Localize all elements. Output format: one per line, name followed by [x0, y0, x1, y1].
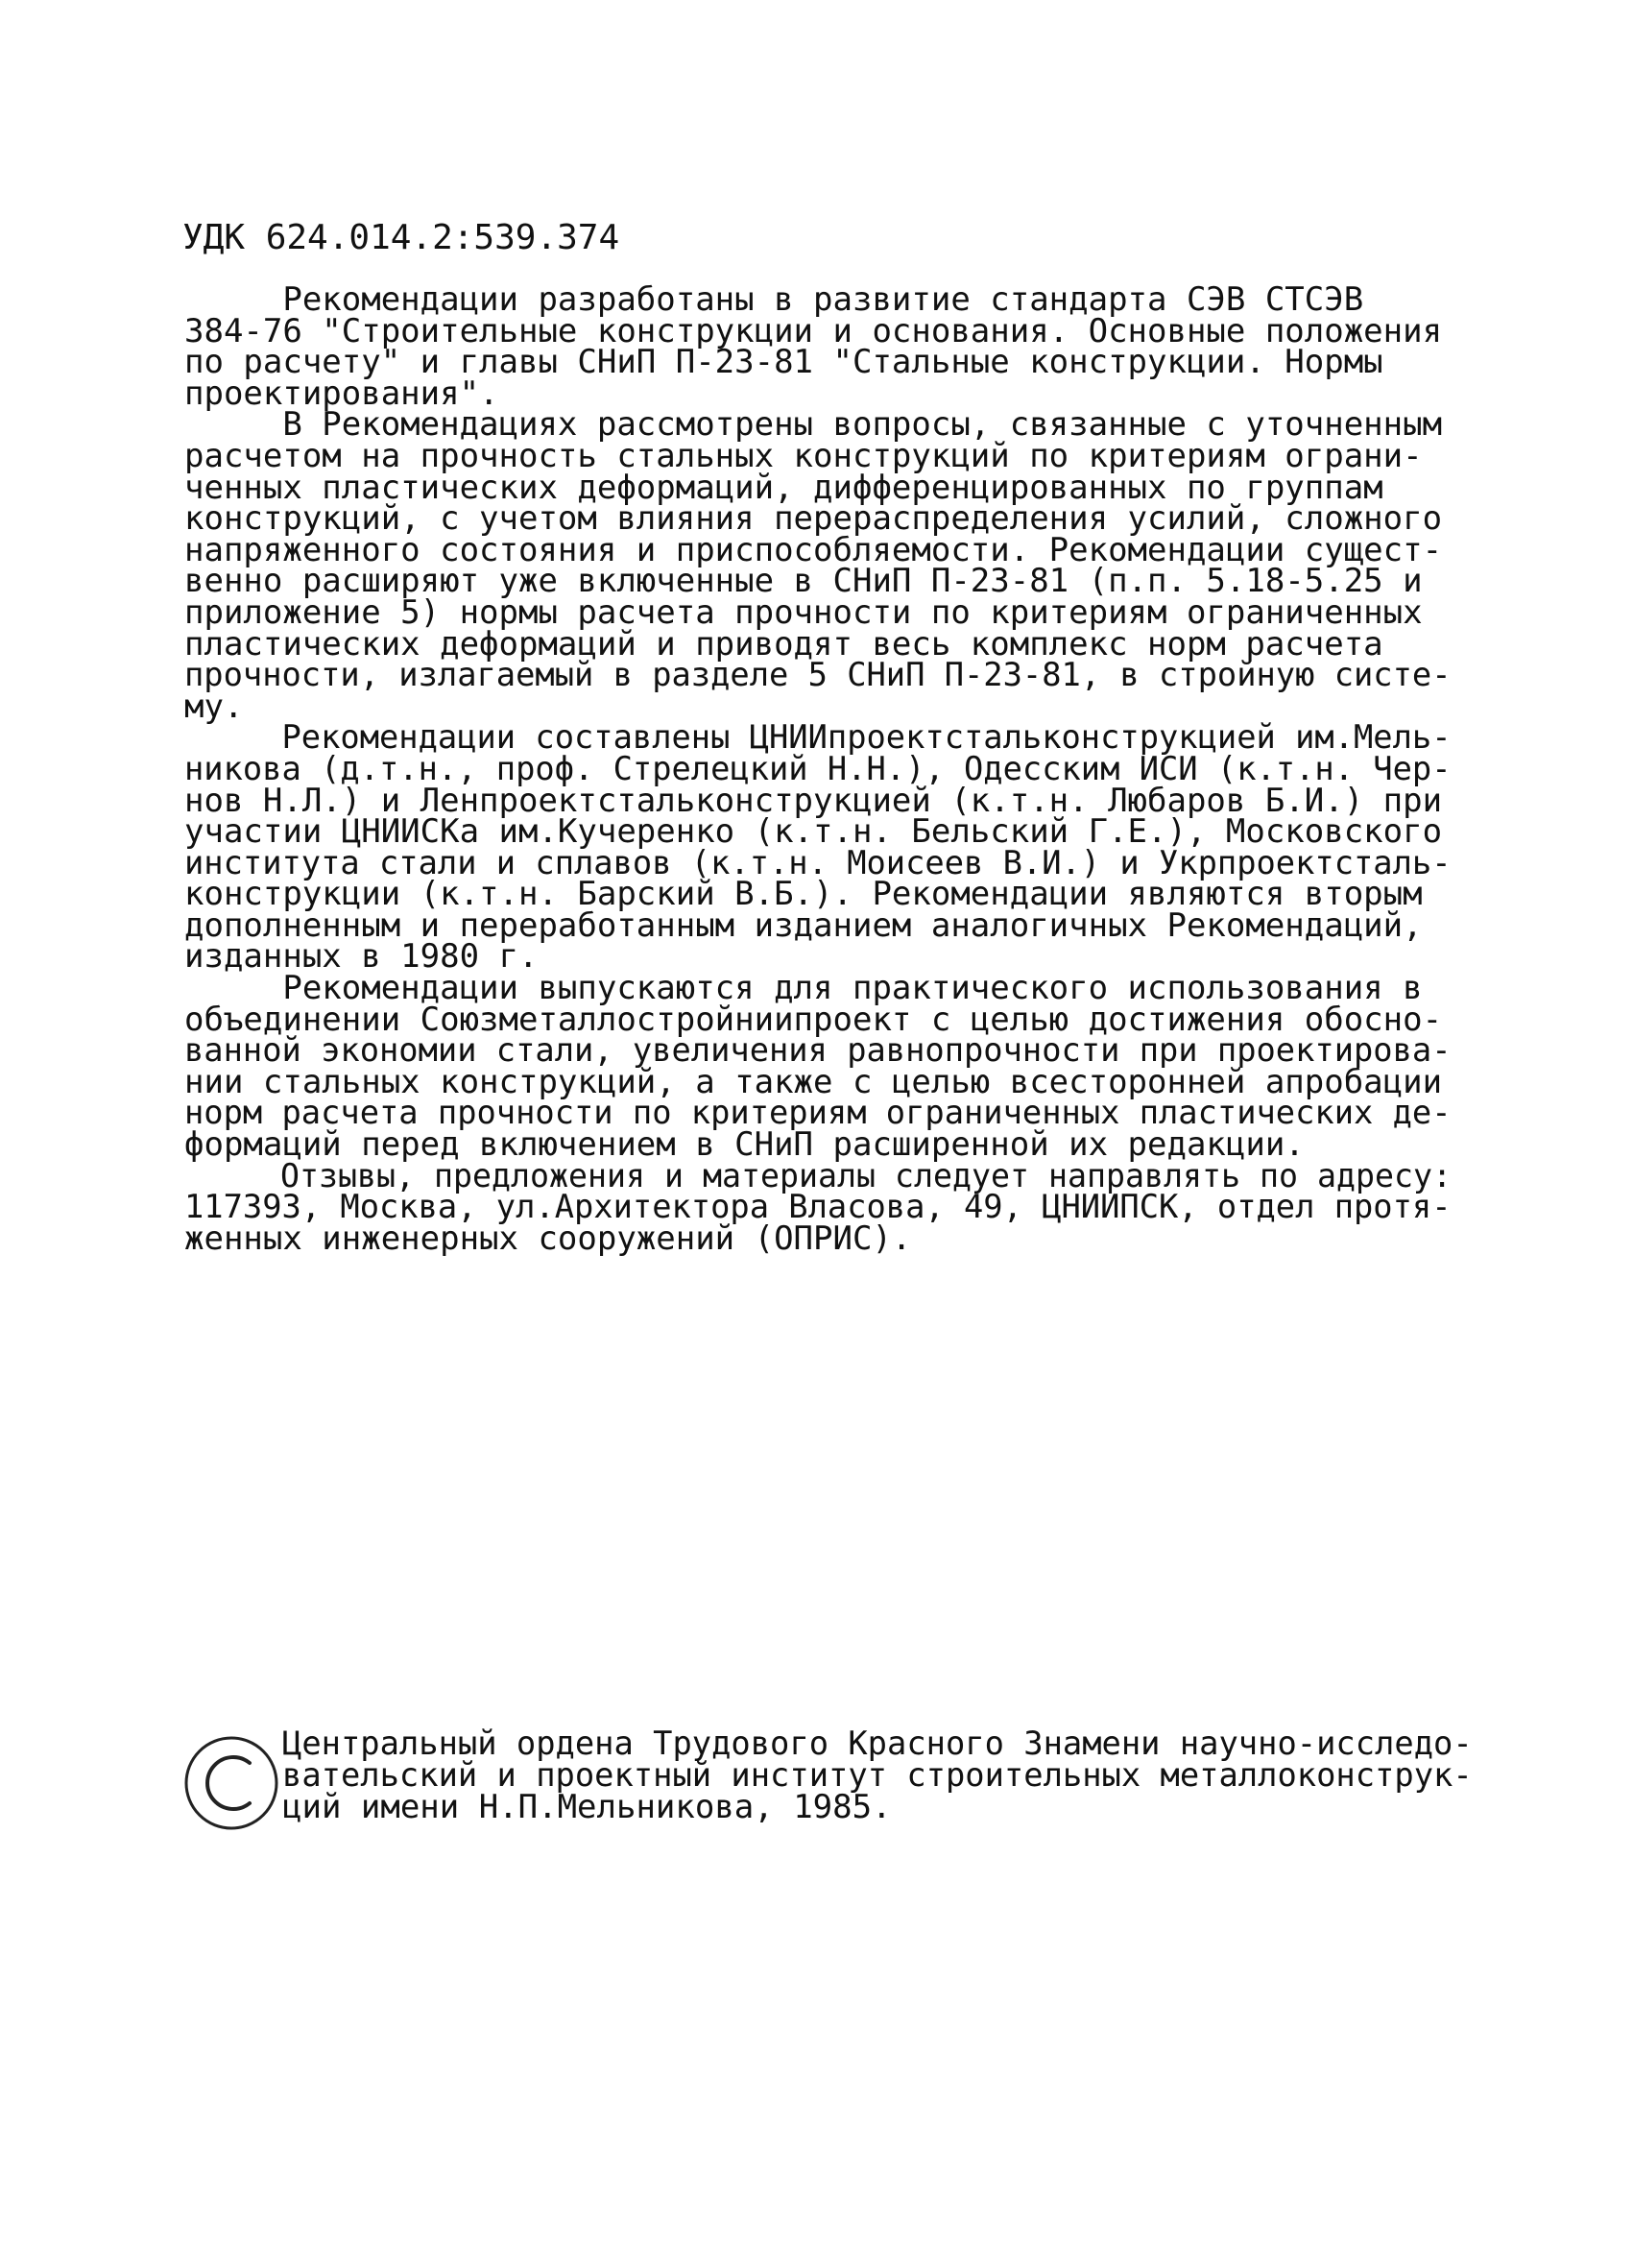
text-line: 117393, Москва, ул.Архитектора Власова, 49, ЦНИИПСК, отдел протя-: [184, 1188, 1452, 1227]
paragraph-scope: [184, 405, 1452, 726]
text-line: расчетом на прочность стальных конструкций по критериям ограни-: [184, 436, 1423, 475]
copyright-text: [282, 1725, 1473, 1826]
paragraph-standard-basis: [184, 280, 1452, 413]
text-line: никова (д.т.н., проф. Стрелецкий Н.Н.), Одесским ИСИ (к.т.н. Чер-: [184, 749, 1452, 788]
paragraph-purpose: [184, 969, 1452, 1165]
text-line: венно расширяют уже включенные в СНиП П-23-81 (п.п. 5.18-5.25 и: [184, 562, 1423, 601]
copyright-notice: [179, 1725, 1473, 1834]
text-line: ций имени Н.П.Мельникова, 1985.: [282, 1788, 892, 1826]
text-line: участии ЦНИИСКа им.Кучеренко (к.т.н. Бельский Г.Е.), Московского: [184, 812, 1443, 852]
text-line: вательский и проектный институт строительных металлоконструк-: [282, 1756, 1473, 1795]
text-line: нов Н.Л.) и Ленпроектстальконструкцией (к.т.н. Любаров Б.И.) при: [184, 781, 1443, 820]
paragraph-authors: [184, 718, 1452, 977]
text-line: 384-76 "Строительные конструкции и основания. Основные положения: [184, 311, 1443, 350]
text-line: норм расчета прочности по критериям ограниченных пластических де-: [184, 1094, 1452, 1133]
text-line: института стали и сплавов (к.т.н. Моисеев В.И.) и Укрпроектсталь-: [184, 843, 1452, 882]
text-line: нии стальных конструкций, а также с целью всесторонней апробации: [184, 1062, 1443, 1101]
text-line: напряженного состояния и приспособляемости. Рекомендации сущест-: [184, 530, 1443, 569]
text-line: В Рекомендациях рассмотрены вопросы, связанные с уточненным: [184, 405, 1443, 445]
text-line: Рекомендации разработаны в развитие стандарта СЭВ СТСЭВ: [184, 280, 1364, 319]
document-body: [184, 280, 1453, 1258]
text-line: му.: [184, 687, 244, 726]
text-line: пластических деформаций и приводят весь комплекс норм расчета: [184, 624, 1383, 664]
text-line: женных инженерных сооружений (ОПРИС).: [184, 1218, 912, 1258]
text-line: ванной экономии стали, увеличения равнопрочности при проектирова-: [184, 1031, 1452, 1071]
text-line: конструкции (к.т.н. Барский В.Б.). Рекомендации являются вторым: [184, 875, 1423, 914]
text-line: Рекомендации выпускаются для практического использования в: [184, 969, 1423, 1008]
text-line: конструкций, с учетом влияния перераспределения усилий, сложного: [184, 499, 1443, 539]
text-line: Центральный ордена Трудового Красного Знамени научно-исследо-: [282, 1725, 1473, 1763]
text-line: прочности, излагаемый в разделе 5 СНиП П-23-81, в стройную систе-: [184, 656, 1452, 695]
copyright-icon: [179, 1730, 284, 1836]
text-line: формаций перед включением в СНиП расширенной их редакции.: [184, 1125, 1305, 1165]
text-line: по расчету" и главы СНиП П-23-81 "Стальные конструкции. Нормы: [184, 343, 1383, 382]
text-line: дополненным и переработанным изданием аналогичных Рекомендаций,: [184, 905, 1423, 945]
text-line: Рекомендации составлены ЦНИИпроектстальконструкцией им.Мель-: [184, 718, 1452, 758]
paragraph-feedback-address: [184, 1156, 1453, 1258]
text-line: объединении Союзметаллостройниипроект с целью достижения обосно-: [184, 1000, 1443, 1039]
text-line: проектирования".: [184, 374, 499, 413]
text-line: Отзывы, предложения и материалы следует направлять по адресу:: [184, 1156, 1453, 1195]
text-line: приложение 5) нормы расчета прочности по критериям ограниченных: [184, 592, 1423, 632]
text-line: изданных в 1980 г.: [184, 937, 539, 977]
text-line: ченных пластических деформаций, дифференцированных по группам: [184, 468, 1383, 507]
udk-code: УДК 624.014.2:539.374: [182, 218, 620, 257]
